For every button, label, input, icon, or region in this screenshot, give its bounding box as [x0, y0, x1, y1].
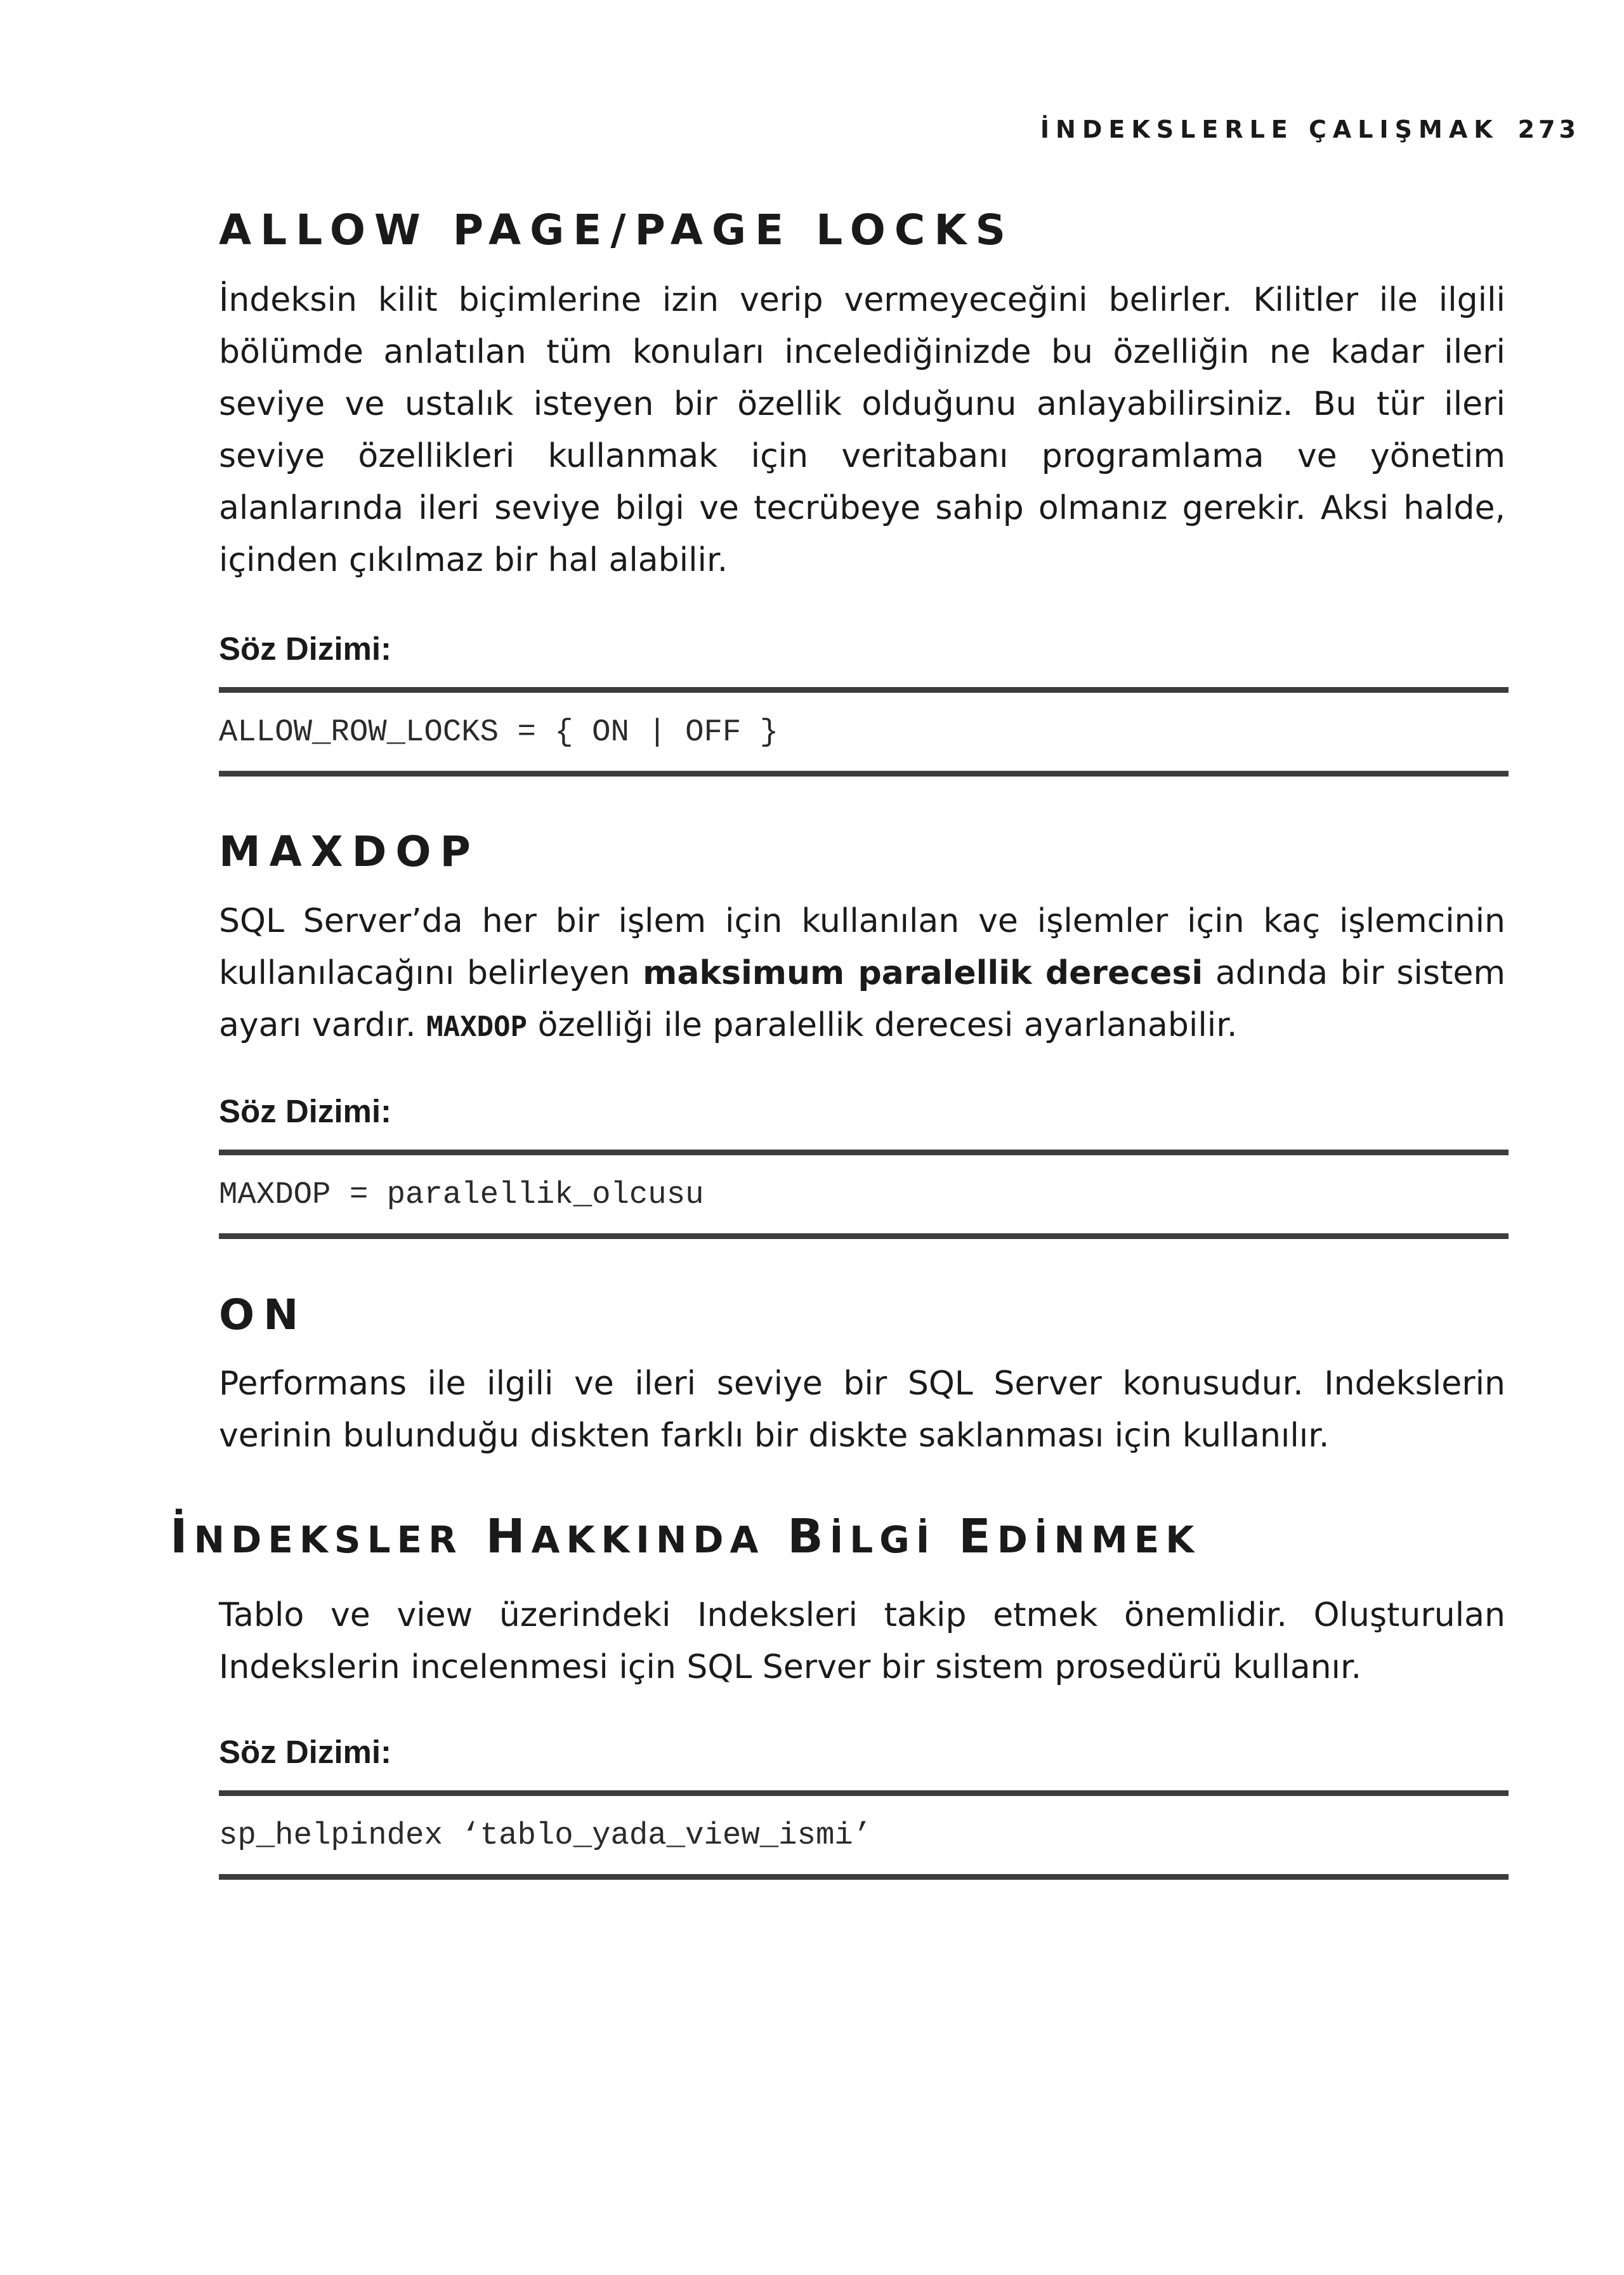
code-block-helpindex: sp_helpindex ‘tablo_yada_view_ismi’	[219, 1818, 872, 1853]
heading-word-3: BİLGİ	[787, 1509, 936, 1564]
section-heading-on: ON	[219, 1290, 308, 1339]
chapter-heading-index-info	[170, 1509, 1502, 1564]
running-head	[888, 115, 1580, 143]
section-body-allow-locks: İndeksin kilit biçimlerine izin verip vermeyeceğini belirler. Kilitler ile ilgili bölümde anlatılan tüm konuları incelediğinizde bu özelliğin ne kadar ileri seviye ve ustalık isteyen bir özellik olduğunu anlayabilirsiniz. Bu tür ileri seviye özellikleri kullanmak için veritabanı programlama ve yönetim alanlarında ileri seviye bilgi ve tecrübeye sahip olmanız gerekir. Aksi halde, içinden çıkılmaz bir hal alabilir.	[219, 281, 1505, 579]
section-heading-allow-locks: ALLOW PAGE/PAGE LOCKS	[219, 206, 1015, 254]
code-rule-top-allow	[219, 687, 1509, 693]
heading-word-1: İNDEKSLER	[170, 1509, 463, 1564]
code-rule-bottom-allow	[219, 771, 1509, 777]
code-block-allow: ALLOW_ROW_LOCKS = { ON | OFF }	[219, 714, 779, 750]
syntax-label-helpindex: Söz Dizimi:	[219, 1734, 392, 1770]
code-rule-top-maxdop	[219, 1150, 1509, 1155]
code-rule-bottom-maxdop	[219, 1233, 1509, 1239]
code-rule-bottom-helpindex	[219, 1874, 1509, 1880]
section-body-maxdop	[219, 895, 1505, 1053]
heading-word-4: EDİNMEK	[959, 1509, 1201, 1564]
maxdop-inline-code: MAXDOP	[426, 1011, 528, 1043]
code-rule-top-helpindex	[219, 1790, 1509, 1796]
chapter-section-body: Tablo ve view üzerindeki Indeksleri takip etmek önemlidir. Oluşturulan Indekslerin incelenmesi için SQL Server bir sistem prosedürü kullanır.	[219, 1596, 1505, 1686]
maxdop-text-2: adında bir sistem ayarı vardır.	[219, 954, 1505, 1044]
section-body-on: Performans ile ilgili ve ileri seviye bir SQL Server konusudur. Indekslerin verinin bulunduğu diskten farklı bir diskte saklanması için kullanılır.	[219, 1365, 1505, 1455]
running-title: İNDEKSLERLE ÇALIŞMAK	[1040, 115, 1499, 143]
maxdop-bold-term: maksimum paralellik derecesi	[643, 954, 1203, 992]
maxdop-text-1: SQL Server’da her bir işlem için kullanılan ve işlemler için kaç işlemcinin kullanılacağını belirleyen	[219, 902, 1505, 992]
syntax-label-maxdop: Söz Dizimi:	[219, 1093, 392, 1129]
code-block-maxdop: MAXDOP = paralellik_olcusu	[219, 1177, 704, 1212]
heading-word-2: HAKKINDA	[485, 1509, 765, 1564]
section-heading-maxdop: MAXDOP	[219, 827, 480, 876]
maxdop-text-3: özelliği ile paralellik derecesi ayarlanabilir.	[527, 1006, 1238, 1044]
syntax-label-allow: Söz Dizimi:	[219, 631, 392, 667]
page-number: 273	[1517, 115, 1580, 143]
